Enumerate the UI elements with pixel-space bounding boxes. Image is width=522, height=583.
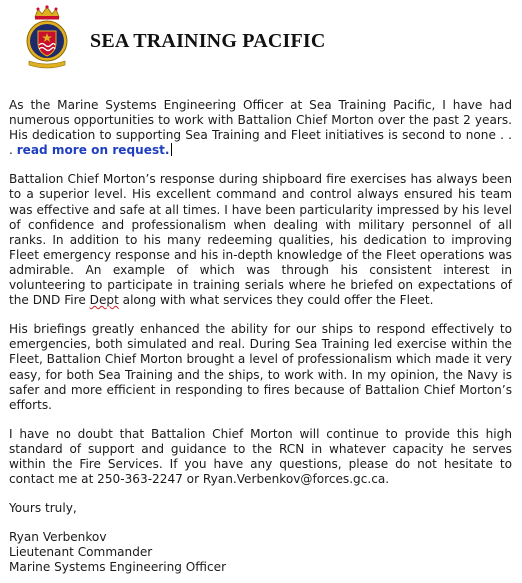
read-more-link[interactable]: read more on request. bbox=[16, 143, 170, 158]
paragraph-2 bbox=[9, 172, 512, 308]
organization-title: SEA TRAINING PACIFIC bbox=[90, 30, 326, 52]
closing: Yours truly, bbox=[9, 501, 77, 516]
paragraph-1-text: As the Marine Systems Engineering Officer at Sea Training Pacific, I have had numerous opportunities to work with Battalion Chief Morton over the past 2 years. His dedication to supporting Sea Training and Fleet initiatives is second to none . . . bbox=[9, 98, 512, 158]
signature-name: Ryan Verbenkov bbox=[9, 530, 107, 545]
paragraph-2-text-b: along with what services they could offer the Fleet. bbox=[118, 293, 434, 308]
letterhead bbox=[20, 4, 510, 74]
signature-title: Marine Systems Engineering Officer bbox=[9, 560, 227, 575]
paragraph-4: I have no doubt that Battalion Chief Morton will continue to provide this high standard of support and guidance to the RCN in whatever capacity he serves within the Fire Services. If you have any questions, please do not hesitate to contact me at 250-363-2247 or Ryan.Verbenkov@forces.gc.ca. bbox=[9, 426, 512, 487]
letter-body bbox=[9, 98, 512, 576]
paragraph-2-text-a: Battalion Chief Morton’s response during shipboard fire exercises has always been to a superior level. His excellent command and control always ensured his team was effective and safe at all times. I have been particularity impressed by his level of confidence and professionalism when dealing with military personnel of all ranks. In addition to his many redeeming qualities, his dedication to improving Fleet emergency response and his in-depth knowledge of the Fleet operations was admirable. An example of which was through his consistent interest in volunteering to participate in training serials where he briefed on expectations of the DND Fire bbox=[9, 172, 512, 308]
signature-rank: Lieutenant Commander bbox=[9, 545, 153, 560]
spellcheck-word: Dept bbox=[89, 293, 119, 308]
paragraph-3: His briefings greatly enhanced the ability for our ships to respond effectively to emergencies, both simulated and real. During Sea Training led exercise within the Fleet, Battalion Chief Morton brought a level of professionalism which made it very easy, for both Sea Training and the ships, to work with. In my opinion, the Navy is safer and more efficient in responding to fires because of Battalion Chief Morton’s efforts. bbox=[9, 322, 512, 412]
text-cursor bbox=[171, 143, 172, 156]
paragraph-1 bbox=[9, 98, 512, 158]
naval-crest-icon bbox=[20, 4, 74, 70]
signature-block bbox=[9, 530, 512, 575]
